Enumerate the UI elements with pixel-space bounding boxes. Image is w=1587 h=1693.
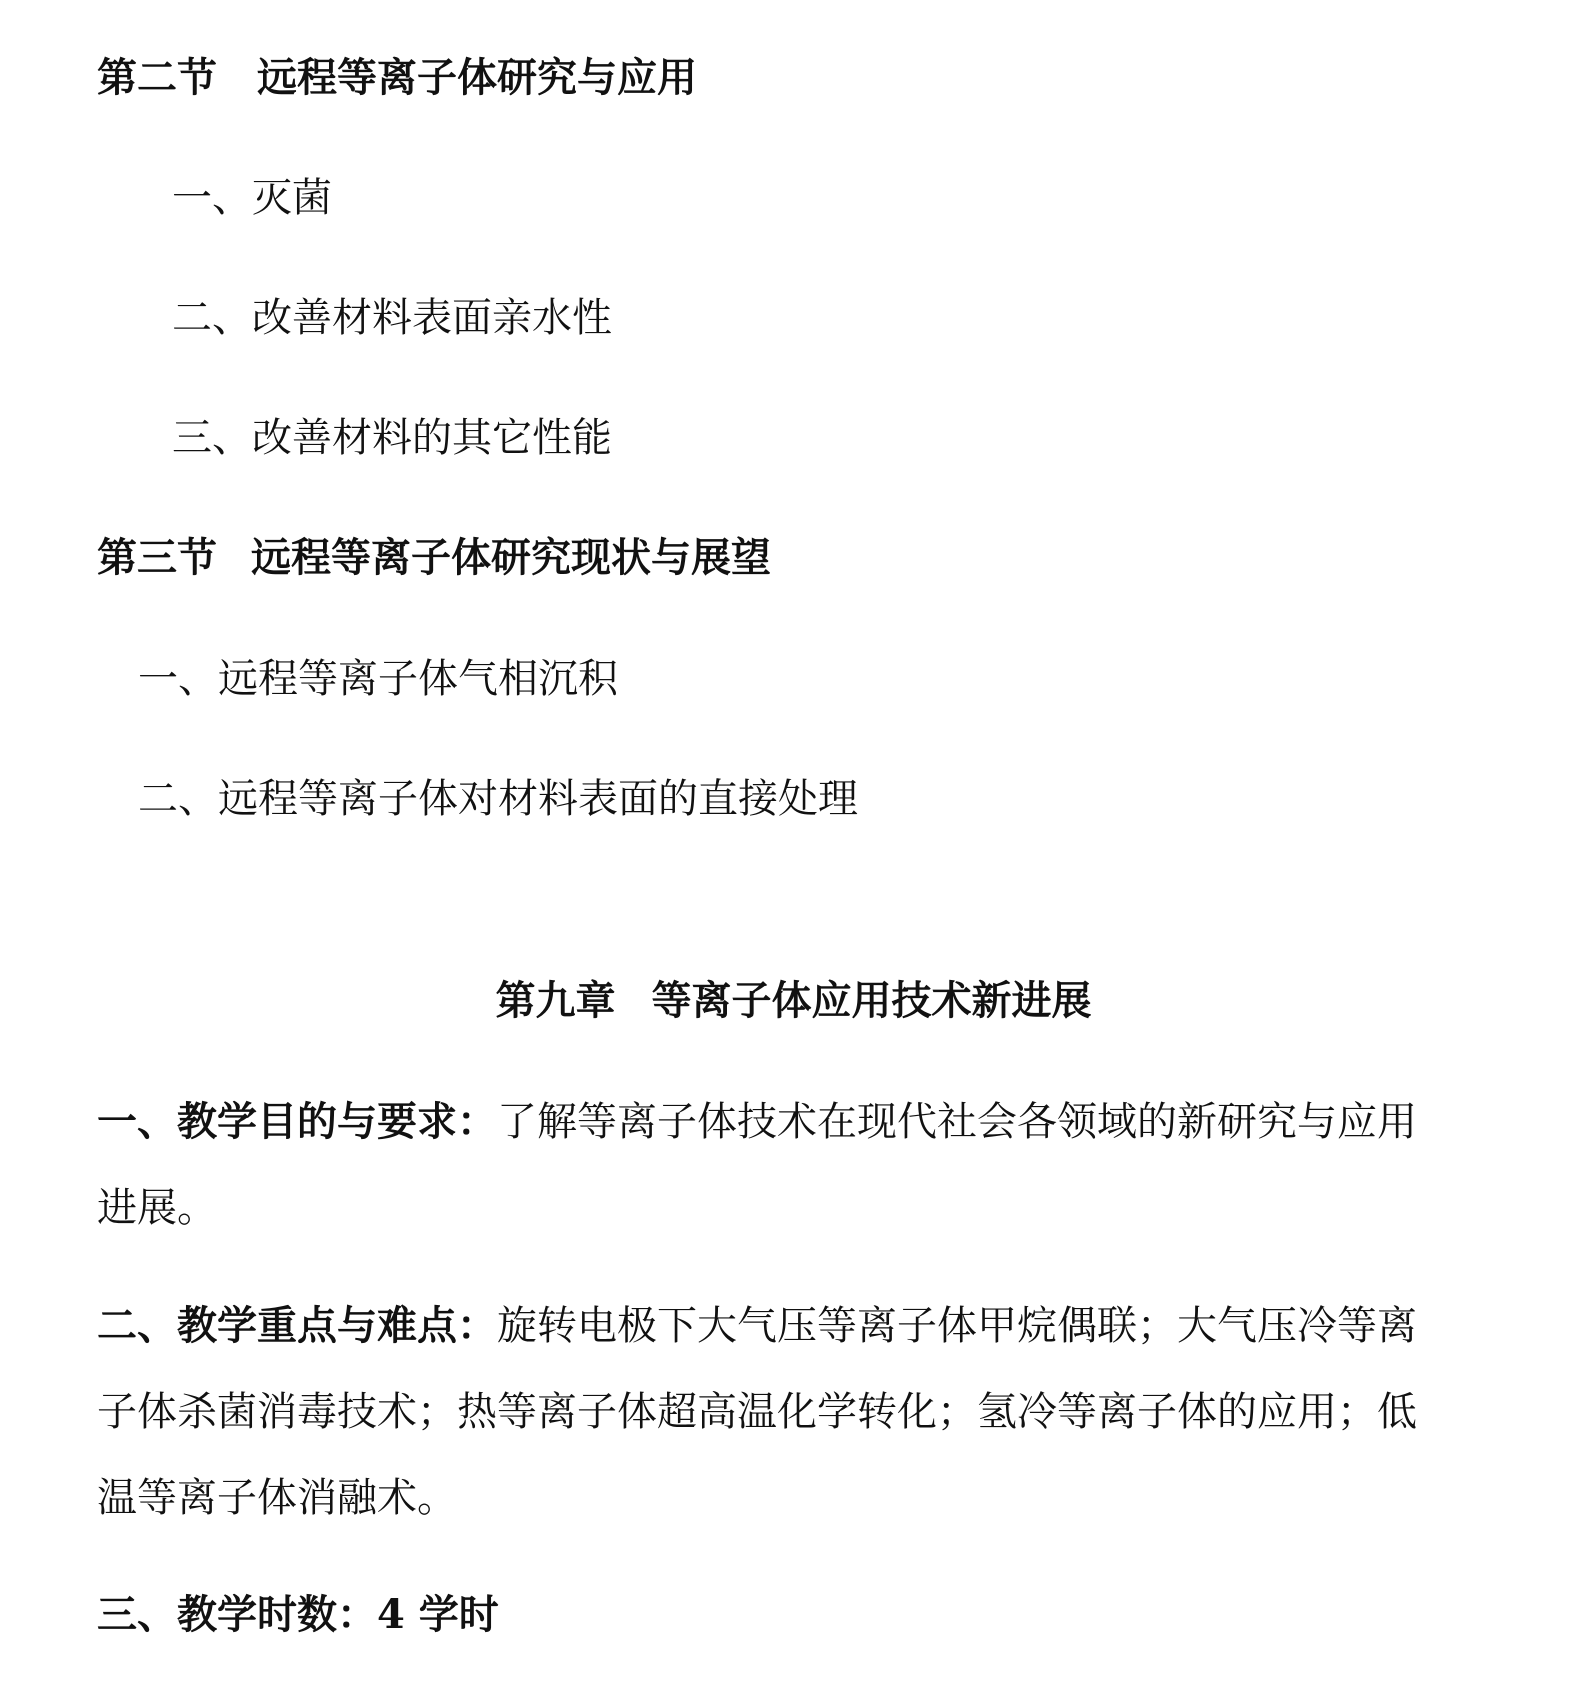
hours-line: [97, 1589, 499, 1641]
section-3-number: 第三节: [97, 534, 217, 581]
section-2-heading: [97, 52, 697, 104]
section-3-item-1: 一、远程等离子体气相沉积: [138, 656, 618, 702]
section-2-item-3: 三、改善材料的其它性能: [172, 415, 612, 461]
objectives-label: 一、教学目的与要求：: [97, 1098, 497, 1145]
objectives-text-line-2: 进展。: [97, 1185, 217, 1231]
section-2-title: 远程等离子体研究与应用: [257, 54, 697, 101]
objectives-paragraph: [97, 1079, 1497, 1251]
hours-value: 4 学时: [377, 1591, 499, 1638]
hours-label: 三、教学时数：: [97, 1591, 377, 1638]
chapter-9-heading: [0, 975, 1587, 1027]
objectives-text-line-1: 了解等离子体技术在现代社会各领域的新研究与应用: [497, 1099, 1417, 1145]
key-points-label: 二、教学重点与难点：: [97, 1302, 497, 1349]
section-3-heading: [97, 532, 771, 584]
section-2-item-2: 二、改善材料表面亲水性: [172, 295, 612, 341]
key-points-text-line-3: 温等离子体消融术。: [97, 1475, 457, 1521]
section-2-number: 第二节: [97, 54, 217, 101]
key-points-paragraph: [97, 1283, 1497, 1541]
chapter-9-number: 第九章: [495, 977, 616, 1024]
chapter-9-title: 等离子体应用技术新进展: [651, 977, 1092, 1024]
section-3-title: 远程等离子体研究现状与展望: [251, 534, 771, 581]
key-points-text-line-1: 旋转电极下大气压等离子体甲烷偶联；大气压冷等离: [497, 1303, 1417, 1349]
key-points-text-line-2: 子体杀菌消毒技术；热等离子体超高温化学转化；氢冷等离子体的应用；低: [97, 1389, 1417, 1435]
section-3-item-2: 二、远程等离子体对材料表面的直接处理: [138, 776, 858, 822]
section-2-item-1: 一、灭菌: [172, 175, 332, 221]
